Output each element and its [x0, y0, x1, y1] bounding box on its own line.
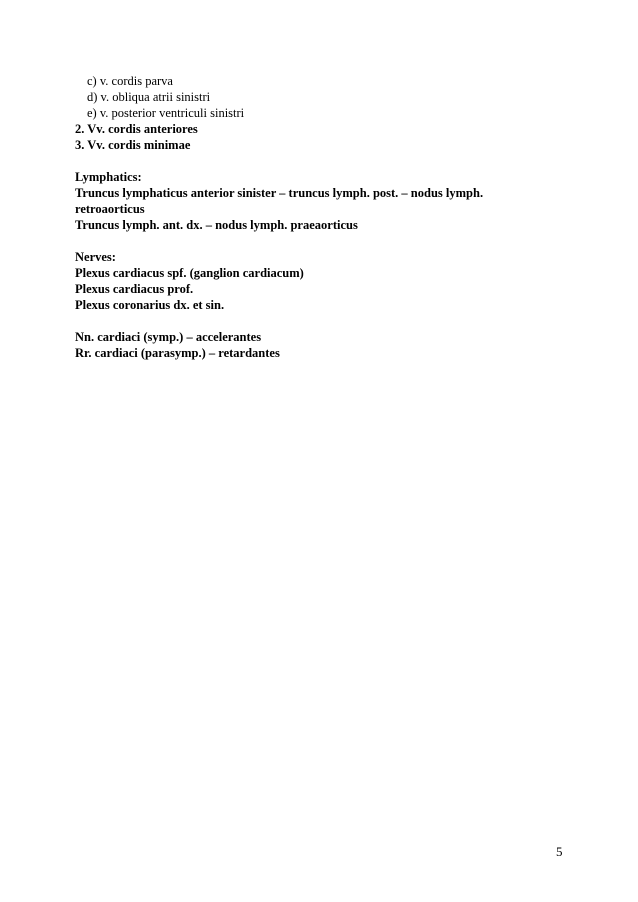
vein-item-3: 3. Vv. cordis minimae [75, 138, 191, 152]
page-number: 5 [556, 844, 563, 859]
nerves-line-2: Plexus cardiacus prof. [75, 282, 194, 296]
vein-item-2: 2. Vv. cordis anteriores [75, 122, 198, 136]
nerves-line-3: Plexus coronarius dx. et sin. [75, 298, 225, 312]
section-spacer [75, 153, 575, 169]
vein-subitem-d: d) v. obliqua atrii sinistri [87, 90, 211, 104]
nerves-heading: Nerves: [75, 250, 116, 264]
cardiac-nerves-line-1: Nn. cardiaci (symp.) – accelerantes [75, 330, 262, 344]
nerves-line-1: Plexus cardiacus spf. (ganglion cardiacum) [75, 266, 304, 280]
section-spacer [75, 233, 575, 249]
lymphatics-line-2: retroaorticus [75, 202, 145, 216]
lymphatics-line-1: Truncus lymphaticus anterior sinister – truncus lymph. post. – nodus lymph. [75, 186, 484, 200]
cardiac-nerves-line-2: Rr. cardiaci (parasymp.) – retardantes [75, 346, 280, 360]
vein-subitem-c: c) v. cordis parva [87, 74, 173, 88]
section-spacer [75, 313, 575, 329]
lymphatics-heading: Lymphatics: [75, 170, 142, 184]
vein-subitem-e: e) v. posterior ventriculi sinistri [87, 106, 245, 120]
page-content [75, 73, 575, 361]
lymphatics-line-3: Truncus lymph. ant. dx. – nodus lymph. praeaorticus [75, 218, 358, 232]
